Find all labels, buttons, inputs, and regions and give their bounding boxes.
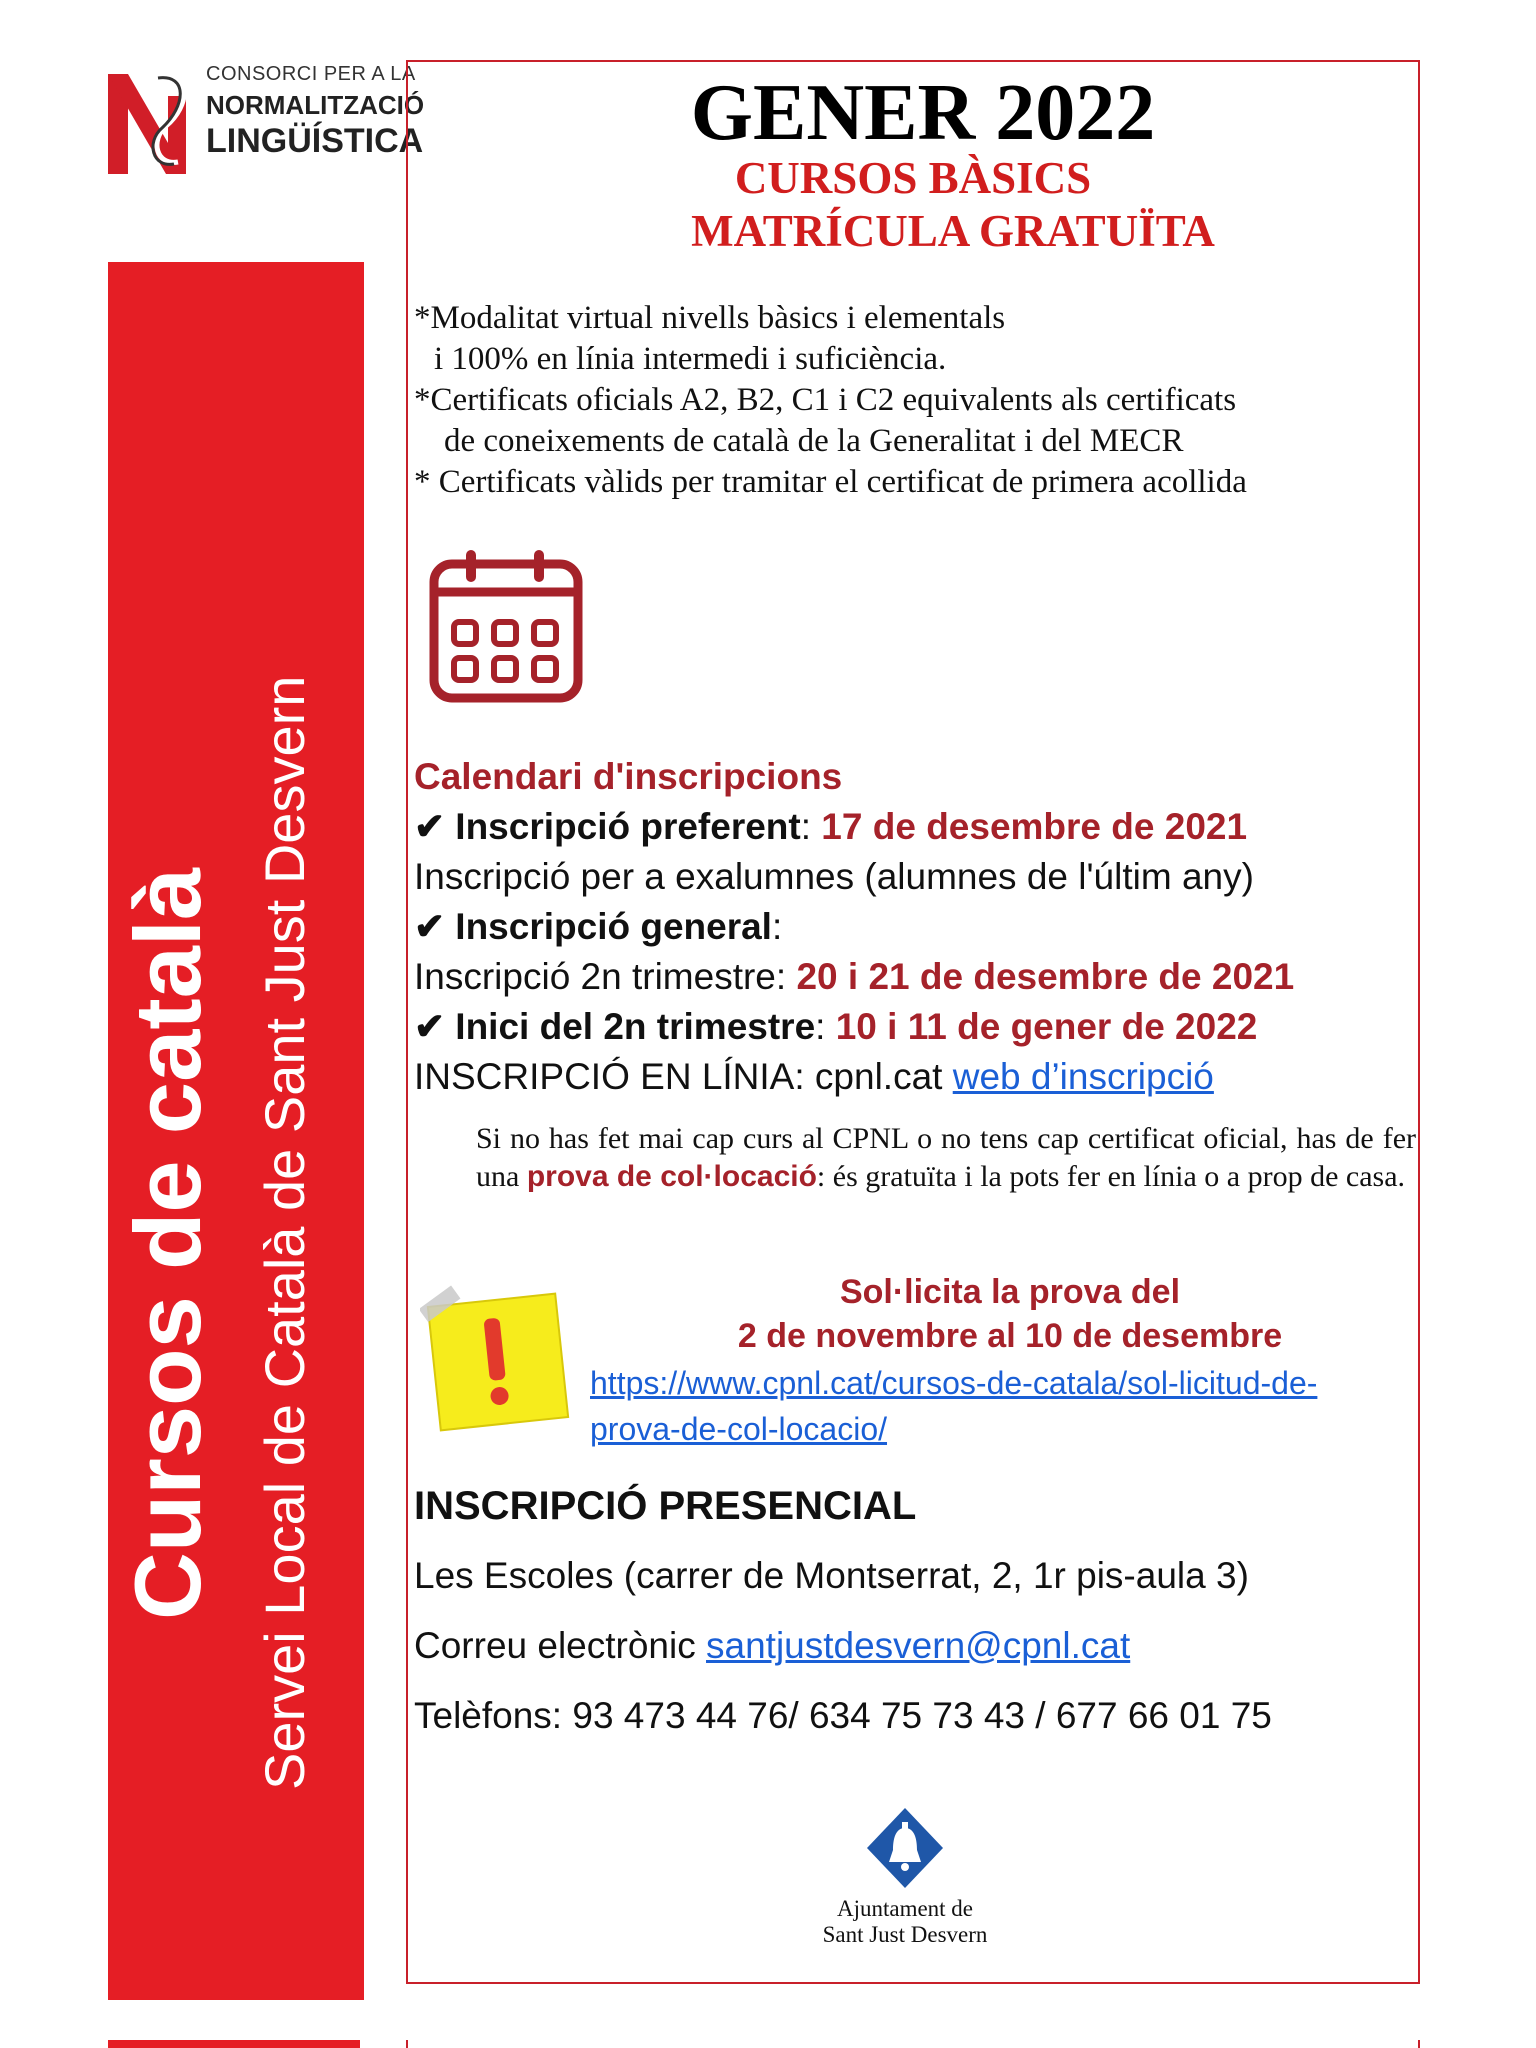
email-label: Correu electrònic xyxy=(414,1625,696,1666)
page-title: GENER 2022 xyxy=(690,69,1156,157)
check-icon: ✔ xyxy=(414,1006,446,1047)
trimestre-row xyxy=(414,952,1414,1002)
in-person-title: INSCRIPCIÓ PRESENCIAL xyxy=(414,1484,917,1528)
request-line1: Sol·licita la prova del xyxy=(839,1273,1181,1311)
sidebar-title: Cursos de català xyxy=(115,867,220,1620)
url-line2[interactable]: prova-de-col-locacio/ xyxy=(590,1411,888,1447)
placement-highlight: prova de col·locació xyxy=(526,1160,817,1193)
in-person-registration xyxy=(414,1478,1414,1758)
request-line2: 2 de novembre al 10 de desembre xyxy=(737,1317,1283,1355)
notes-block xyxy=(414,298,1404,503)
email-row xyxy=(414,1618,1414,1674)
check-icon: ✔ xyxy=(414,906,446,947)
check-icon: ✔ xyxy=(414,806,446,847)
phones: Telèfons: 93 473 44 76/ 634 75 73 43 / 677 66 01 75 xyxy=(414,1695,1272,1736)
calendar-title: Calendari d'inscripcions xyxy=(414,756,843,797)
ajuntament-logo xyxy=(760,1806,1050,1948)
general-label: Inscripció general xyxy=(455,906,772,947)
inici-label: Inici del 2n trimestre xyxy=(455,1006,816,1047)
url-line1[interactable]: https://www.cpnl.cat/cursos-de-catala/sol-licitud-de- xyxy=(590,1365,1318,1401)
placement-url-link[interactable] xyxy=(590,1360,1420,1452)
sidebar-subtitle: Servei Local de Català de Sant Just Desvern xyxy=(253,675,316,1790)
online-label: INSCRIPCIÓ EN LÍNIA: cpnl.cat xyxy=(414,1056,943,1097)
logo-line3: LINGÜÍSTICA xyxy=(206,122,424,160)
trimestre-label: Inscripció 2n trimestre: xyxy=(414,956,787,997)
next-page-panel-edge xyxy=(406,2040,1420,2048)
subtitle-free-enrollment: MATRÍCULA GRATUÏTA xyxy=(691,206,1215,256)
trimestre-date: 20 i 21 de desembre de 2021 xyxy=(796,956,1295,997)
exclamation-note-icon xyxy=(420,1284,576,1440)
preferent-date: 17 de desembre de 2021 xyxy=(821,806,1248,847)
placement-test-info xyxy=(476,1120,1416,1196)
registration-web-link[interactable]: web d’inscripció xyxy=(952,1056,1214,1097)
ajuntament-line1: Ajuntament de xyxy=(836,1896,974,1921)
registration-calendar xyxy=(414,752,1414,1102)
placement-text-1: Si no has fet mai cap curs al CPNL o no tens cap certificat oficial, has de fer una xyxy=(476,1122,1416,1193)
general-row: ✔ Inscripció general: xyxy=(414,906,783,947)
next-page-sidebar-edge xyxy=(108,2040,360,2048)
request-test-block xyxy=(620,1270,1400,1358)
logo-line1: CONSORCI PER A LA xyxy=(206,63,416,85)
placement-text-2: : és gratuïta i la pots fer en línia o a prop de casa. xyxy=(816,1160,1406,1193)
preferent-row: ✔ Inscripció preferent: 17 de desembre de 2021 xyxy=(414,806,1248,847)
address: Les Escoles (carrer de Montserrat, 2, 1r pis-aula 3) xyxy=(414,1555,1249,1596)
note-line: i 100% en línia intermedi i suficiència. xyxy=(434,341,947,377)
inici-row: ✔ Inici del 2n trimestre: 10 i 11 de gener de 2022 xyxy=(414,1006,1258,1047)
note-line: *Certificats oficials A2, B2, C1 i C2 equivalents als certificats xyxy=(414,382,1237,418)
note-line: de coneixements de català de la Generalitat i del MECR xyxy=(444,423,1184,459)
note-line: *Modalitat virtual nivells bàsics i elementals xyxy=(414,300,1006,336)
bell-crest-icon xyxy=(865,1806,945,1890)
note-line: * Certificats vàlids per tramitar el certificat de primera acollida xyxy=(414,464,1247,500)
online-row xyxy=(414,1052,1414,1102)
logo-line2: NORMALITZACIÓ xyxy=(206,90,425,120)
email-link[interactable]: santjustdesvern@cpnl.cat xyxy=(706,1625,1131,1666)
calendar-icon xyxy=(428,546,584,706)
exalumnes-row: Inscripció per a exalumnes (alumnes de l'últim any) xyxy=(414,856,1254,897)
ajuntament-line2: Sant Just Desvern xyxy=(822,1922,988,1947)
inici-date: 10 i 11 de gener de 2022 xyxy=(835,1006,1258,1047)
subtitle-courses: CURSOS BÀSICS xyxy=(734,153,1092,203)
preferent-label: Inscripció preferent xyxy=(455,806,801,847)
